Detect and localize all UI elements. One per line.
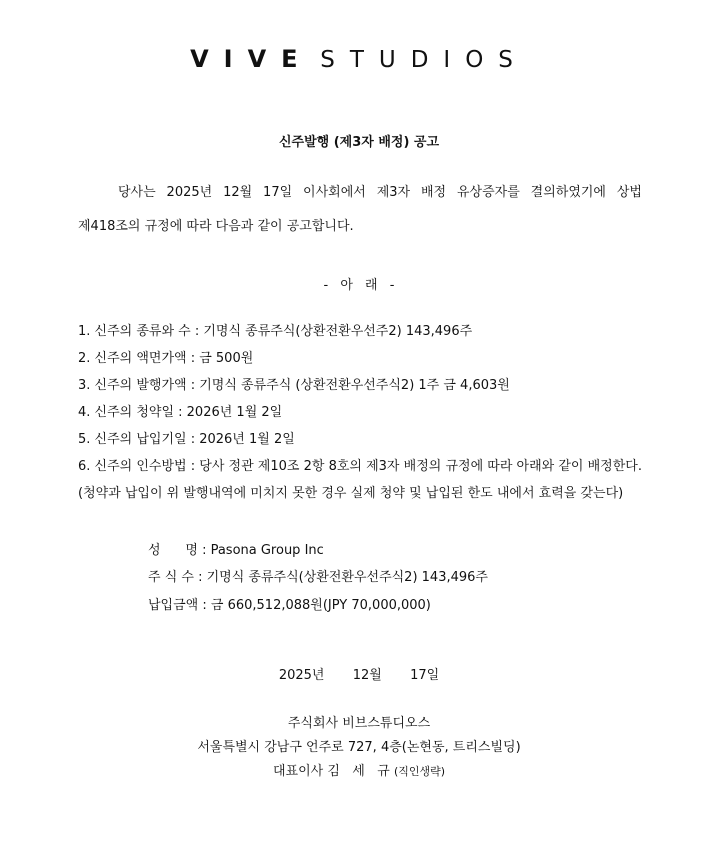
ceo-name: 대표이사 김 세 규 bbox=[272, 764, 390, 779]
company-block bbox=[0, 712, 718, 784]
company-name: 주식회사 비브스튜디오스 bbox=[287, 716, 431, 731]
allotment-shares-value: : 기명식 종류주식(상환전환우선주식2) 143,496주 bbox=[198, 570, 488, 585]
allotment-shares-row bbox=[148, 564, 488, 591]
list-item: 3. 신주의 발행가액 : 기명식 종류주식 (상환전환우선주식2) 1주 금 4,603원 bbox=[78, 378, 510, 393]
list-item: 1. 신주의 종류와 수 : 기명식 종류주식(상환전환우선주2) 143,496주 bbox=[78, 324, 473, 339]
list-item: 6. 신주의 인수방법 : 당사 정관 제10조 2항 8호의 제3자 배정의 규정에 따라 아래와 같이 배정한다.(청약과 납입이 위 발행내역에 미치지 못한 경우 실제 청약 및 납입된 한도 내에서 효력을 갖는다) bbox=[78, 459, 642, 501]
allotment-name-row bbox=[148, 537, 324, 564]
notice-date: 2025년 12월 17일 bbox=[278, 668, 440, 683]
list-item: 4. 신주의 청약일 : 2026년 1월 2일 bbox=[78, 405, 283, 420]
allotment-amount-row bbox=[148, 592, 431, 619]
ceo-line bbox=[0, 760, 718, 784]
allotment-amount-label: 납입금액 bbox=[148, 598, 199, 613]
list-item: 2. 신주의 액면가액 : 금 500원 bbox=[78, 351, 254, 366]
intro-line-1: 당사는 2025년 12월 17일 이사회에서 제3자 배정 유상증자를 결의하였기에 상법 bbox=[118, 185, 642, 200]
logo-studios: STUDIOS bbox=[320, 47, 528, 73]
allotment-name-label: 성 명 bbox=[148, 543, 198, 558]
company-logo bbox=[0, 44, 718, 75]
intro-line-2: 제418조의 규정에 따라 다음과 같이 공고합니다. bbox=[78, 219, 354, 234]
allotment-name-value: : Pasona Group Inc bbox=[202, 543, 324, 558]
intro-paragraph bbox=[78, 176, 642, 244]
seal-note: (직인생략) bbox=[393, 765, 446, 778]
list-item: 5. 신주의 납입기일 : 2026년 1월 2일 bbox=[78, 432, 295, 447]
section-marker: - 아 래 - bbox=[323, 278, 395, 293]
logo-vive: VIVE bbox=[190, 45, 313, 73]
allotment-amount-value: : 금 660,512,088원(JPY 70,000,000) bbox=[202, 598, 431, 613]
notice-title: 신주발행 (제3자 배정) 공고 bbox=[278, 135, 440, 150]
item-list bbox=[78, 318, 642, 507]
company-address: 서울특별시 강남구 언주로 727, 4층(논현동, 트리스빌딩) bbox=[197, 740, 521, 755]
allotment-shares-label: 주 식 수 bbox=[148, 570, 194, 585]
